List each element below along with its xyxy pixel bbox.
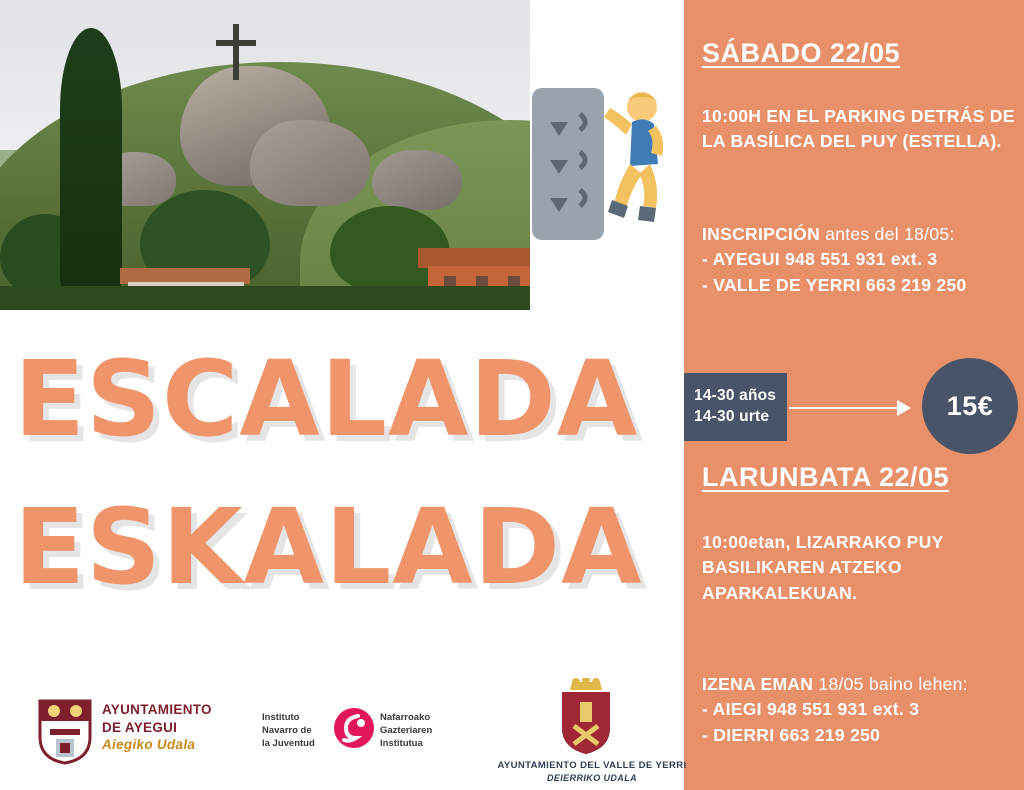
injuve-eu-line2: Gazteriaren	[380, 724, 433, 736]
logo-instituto-navarro-juventud	[262, 706, 452, 764]
ayegui-logo-text	[102, 701, 212, 754]
ayegui-shield-icon	[36, 693, 94, 765]
logo-row	[0, 660, 687, 790]
photo-rock-right	[372, 150, 462, 210]
logo-valle-de-yerri	[492, 678, 692, 788]
spanish-time-place: 10:00H EN EL PARKING DETRÁS DE LA BASÍLICA DEL PUY (ESTELLA).	[702, 106, 1015, 152]
yerri-line2: DEIERRIKO UDALA	[546, 773, 637, 783]
photo-house-right-roof	[418, 248, 530, 268]
yerri-shield-icon	[554, 678, 618, 756]
spanish-date-heading: SÁBADO 22/05	[702, 38, 901, 68]
injuve-basque-text	[380, 712, 432, 750]
injuve-eu-line1: Nafarroako	[380, 712, 431, 723]
photo-cypress-tree	[60, 28, 122, 298]
photo-rock-mid	[250, 120, 370, 206]
arrow-icon	[789, 404, 915, 412]
basque-time-place: 10:00etan, LIZARRAKO PUY BASILIKAREN ATZEKO APARKALEKUAN.	[702, 532, 944, 603]
basque-signup-title-bold: IZENA EMAN	[702, 674, 814, 694]
injuve-es-line1: Instituto	[262, 712, 300, 723]
price-value: 15€	[946, 390, 994, 421]
spanish-signup-title	[702, 222, 1018, 247]
injuve-es-line3: la Juventud	[262, 737, 315, 749]
injuve-eu-line3: Institutua	[380, 737, 423, 749]
basque-contact-2: - DIERRI 663 219 250	[702, 724, 881, 745]
injuve-spanish-text	[262, 712, 315, 750]
price-badge	[922, 358, 1018, 454]
photo-foreground	[0, 286, 530, 310]
arrow-shaft	[789, 407, 901, 409]
summit-cross-icon	[233, 24, 239, 80]
age-range-spanish: 14-30 años	[694, 387, 777, 405]
age-range-badge	[684, 373, 787, 441]
injuve-es-line2: Navarro de	[262, 724, 312, 736]
ayegui-line1: AYUNTAMIENTO	[102, 702, 212, 717]
page-title-basque: ESKALADA	[14, 486, 643, 608]
basque-signup-title-rest: 18/05 baino lehen:	[813, 674, 968, 694]
basque-signup-block	[702, 672, 1018, 748]
arrow-head	[897, 400, 911, 416]
injuve-mark-icon	[332, 706, 376, 750]
spanish-signup-title-rest: antes del 18/05:	[820, 224, 955, 244]
spanish-signup-block	[702, 222, 1018, 298]
page-title-spanish: ESCALADA	[14, 338, 639, 460]
ayegui-line2: DE AYEGUI	[102, 719, 178, 735]
basque-date-heading: LARUNBATA 22/05	[702, 462, 950, 492]
yerri-line1: AYUNTAMIENTO DEL VALLE DE YERRI	[497, 760, 687, 771]
spanish-signup-title-bold: INSCRIPCIÓN	[702, 224, 821, 244]
basque-contact-1: - AIEGI 948 551 931 ext. 3	[702, 699, 920, 720]
mountain-photo	[0, 0, 530, 310]
age-range-basque: 14-30 urte	[694, 408, 770, 425]
basque-signup-title	[702, 672, 1018, 697]
ayegui-line3: Aiegiko Udala	[102, 737, 196, 753]
spanish-contact-1: - AYEGUI 948 551 931 ext. 3	[702, 249, 938, 270]
logo-ayuntamiento-ayegui	[36, 693, 251, 775]
summit-cross-arm-icon	[216, 40, 256, 46]
spanish-contact-2: - VALLE DE YERRI 663 219 250	[702, 274, 967, 295]
climber-icon	[520, 74, 684, 250]
